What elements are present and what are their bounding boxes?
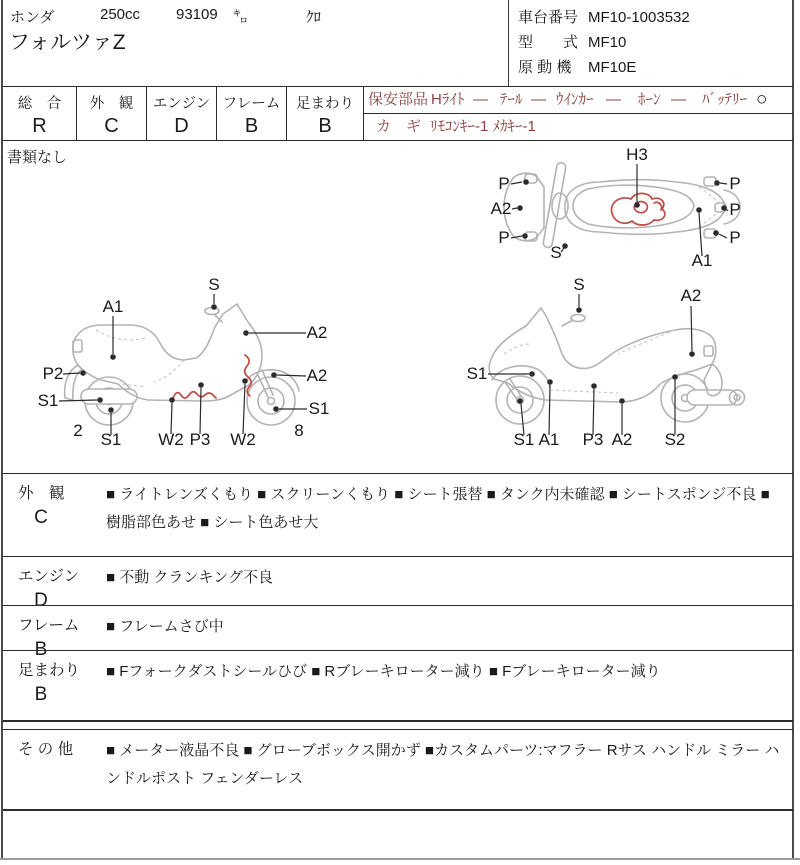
section-text: ■ メーター液晶不良 ■ グローブボックス開かず ■カスタムパーツ:マフラー Rサス ハンドル ミラー ハンドルポスト フェンダーレス bbox=[106, 742, 780, 787]
marker-label: P bbox=[729, 200, 741, 219]
right-side-diagram bbox=[450, 270, 780, 455]
marker-label: P bbox=[498, 228, 510, 247]
left-side-diagram bbox=[26, 270, 346, 455]
grade-value: C bbox=[104, 115, 119, 137]
tread-depth-front: 8 bbox=[294, 421, 304, 440]
marker-leaders bbox=[488, 294, 695, 435]
safety-item-value: — bbox=[473, 91, 488, 108]
engine-code-value: MF10E bbox=[588, 59, 637, 76]
engine-code-row bbox=[518, 56, 636, 77]
section-grade: D bbox=[34, 590, 48, 611]
marker-label: P3 bbox=[582, 430, 604, 449]
safety-item-value: — bbox=[531, 91, 546, 108]
section-undercarriage bbox=[3, 650, 793, 722]
section-engine bbox=[3, 556, 793, 611]
marker-labels bbox=[491, 145, 741, 270]
grade-label: エンジン bbox=[152, 96, 211, 112]
marker-label: S1 bbox=[513, 430, 535, 449]
marker-label: A1 bbox=[538, 430, 560, 449]
safety-item-label: ﾊﾞｯﾃﾘｰ bbox=[702, 91, 748, 108]
marker-label: S1 bbox=[100, 430, 122, 449]
marker-label: P bbox=[729, 174, 741, 193]
grade-value: B bbox=[244, 115, 259, 137]
model-code-label: 型 式 bbox=[518, 34, 579, 51]
key-value: ﾘﾓｺﾝｷｰ-1 ﾒｶｷｰ-1 bbox=[430, 118, 536, 135]
grade-cell-frame bbox=[217, 87, 287, 140]
section-exterior bbox=[3, 473, 793, 556]
displacement: 250cc bbox=[100, 6, 141, 23]
chassis-number-value: MF10-1003532 bbox=[588, 9, 690, 26]
safety-item-label: ﾎｰﾝ bbox=[638, 91, 661, 108]
grade-table bbox=[3, 86, 793, 141]
marker-label: A2 bbox=[306, 323, 328, 342]
damage-mark-seat bbox=[611, 193, 664, 225]
section-grade: C bbox=[34, 507, 48, 528]
section-label: そ の 他 bbox=[18, 741, 74, 758]
scooter-top-outline bbox=[504, 162, 740, 248]
chassis-number-label: 車台番号 bbox=[518, 9, 579, 26]
empty-row bbox=[3, 809, 793, 858]
section-text: ■ フレームさび中 bbox=[106, 618, 224, 635]
grade-cell-undercarriage bbox=[287, 87, 364, 140]
scooter-left-outline bbox=[65, 304, 299, 425]
documents-note: 書類なし bbox=[7, 149, 68, 166]
mileage-unit: ㌔ bbox=[233, 9, 249, 26]
marker-label: A2 bbox=[611, 430, 633, 449]
scooter-right-outline bbox=[489, 308, 744, 424]
marker-label: A2 bbox=[680, 286, 702, 305]
marker-labels bbox=[467, 275, 702, 449]
marker-label: S bbox=[208, 275, 220, 294]
section-text: ■ Fフォークダストシールひび ■ Rブレーキローター減り ■ Fブレーキローター減り bbox=[106, 663, 661, 680]
mileage: 93109 bbox=[176, 6, 218, 23]
grade-cell-overall bbox=[3, 87, 77, 140]
marker-label: P2 bbox=[42, 364, 64, 383]
grade-value: D bbox=[174, 115, 189, 137]
chassis-number-row bbox=[518, 6, 690, 27]
grade-value: R bbox=[32, 115, 47, 137]
marker-label: H3 bbox=[626, 145, 648, 164]
marker-label: A1 bbox=[691, 251, 713, 270]
marker-label: S1 bbox=[37, 391, 59, 410]
sheet-border-bottom bbox=[0, 858, 800, 860]
marker-label: S2 bbox=[664, 430, 686, 449]
marker-label: W2 bbox=[158, 430, 184, 449]
battery-ok-circle: ○ bbox=[756, 89, 768, 110]
damage-mark-floor bbox=[173, 355, 251, 398]
marker-label: P3 bbox=[189, 430, 211, 449]
safety-parts-title: 保安部品 bbox=[368, 91, 429, 108]
header-divider bbox=[508, 0, 509, 86]
marker-label: W2 bbox=[230, 430, 256, 449]
section-label: エンジン bbox=[18, 568, 80, 585]
grade-label: 総 合 bbox=[17, 96, 62, 112]
grade-label: 足まわり bbox=[296, 96, 354, 112]
model-code-value: MF10 bbox=[588, 34, 627, 51]
key-row bbox=[364, 114, 793, 140]
grade-cell-engine bbox=[147, 87, 217, 140]
marker-label: P bbox=[729, 228, 741, 247]
marker-label: S1 bbox=[466, 364, 488, 383]
seam-lines bbox=[504, 330, 688, 393]
grade-label: フレーム bbox=[222, 96, 281, 112]
marker-label: A2 bbox=[490, 199, 512, 218]
grade-cell-exterior bbox=[77, 87, 147, 140]
section-text: ■ ライトレンズくもり ■ スクリーンくもり ■ シート張替 ■ タンク内未確認 ■ シートスポンジ不良 ■ 樹脂部色あせ ■ シート色あせ大 bbox=[106, 486, 770, 531]
grade-value: B bbox=[318, 115, 332, 137]
section-grade: B bbox=[34, 684, 48, 705]
model-code-row bbox=[518, 31, 626, 52]
tread-depth-rear: 2 bbox=[73, 421, 83, 440]
marker-label: A1 bbox=[102, 297, 124, 316]
top-view-diagram bbox=[468, 145, 780, 271]
section-label: 外 観 bbox=[18, 485, 65, 502]
engine-code-label: 原 動 機 bbox=[518, 59, 572, 76]
marker-label: S1 bbox=[308, 399, 330, 418]
marker-label: S bbox=[550, 243, 562, 262]
safety-item-value: — bbox=[606, 91, 621, 108]
section-label: フレーム bbox=[18, 617, 80, 634]
model-name: フォルツァZ bbox=[9, 31, 126, 54]
key-label: カ ギ bbox=[376, 118, 422, 135]
safety-parts-box bbox=[364, 87, 793, 140]
seam-lines bbox=[96, 330, 184, 387]
section-frame bbox=[3, 605, 793, 660]
grade-label: 外 観 bbox=[89, 96, 134, 112]
safety-item-value: — bbox=[671, 91, 686, 108]
marker-label: A2 bbox=[306, 366, 328, 385]
maker-name: ホンダ bbox=[10, 9, 55, 26]
section-grade: B bbox=[34, 639, 48, 660]
marker-label: P bbox=[498, 174, 510, 193]
safety-item-label: Hﾗｲﾄ bbox=[431, 91, 465, 108]
safety-item-label: ｳｲﾝｶｰ bbox=[556, 91, 594, 108]
marker-label: S bbox=[573, 275, 585, 294]
body-color: ｸﾛ bbox=[306, 9, 322, 26]
section-other bbox=[3, 729, 793, 809]
safety-item-label: ﾃｰﾙ bbox=[500, 91, 523, 108]
section-label: 足まわり bbox=[18, 662, 81, 679]
marker-labels bbox=[38, 275, 330, 449]
section-text: ■ 不動 クランキング不良 bbox=[106, 569, 273, 586]
safety-parts-row bbox=[364, 87, 793, 114]
